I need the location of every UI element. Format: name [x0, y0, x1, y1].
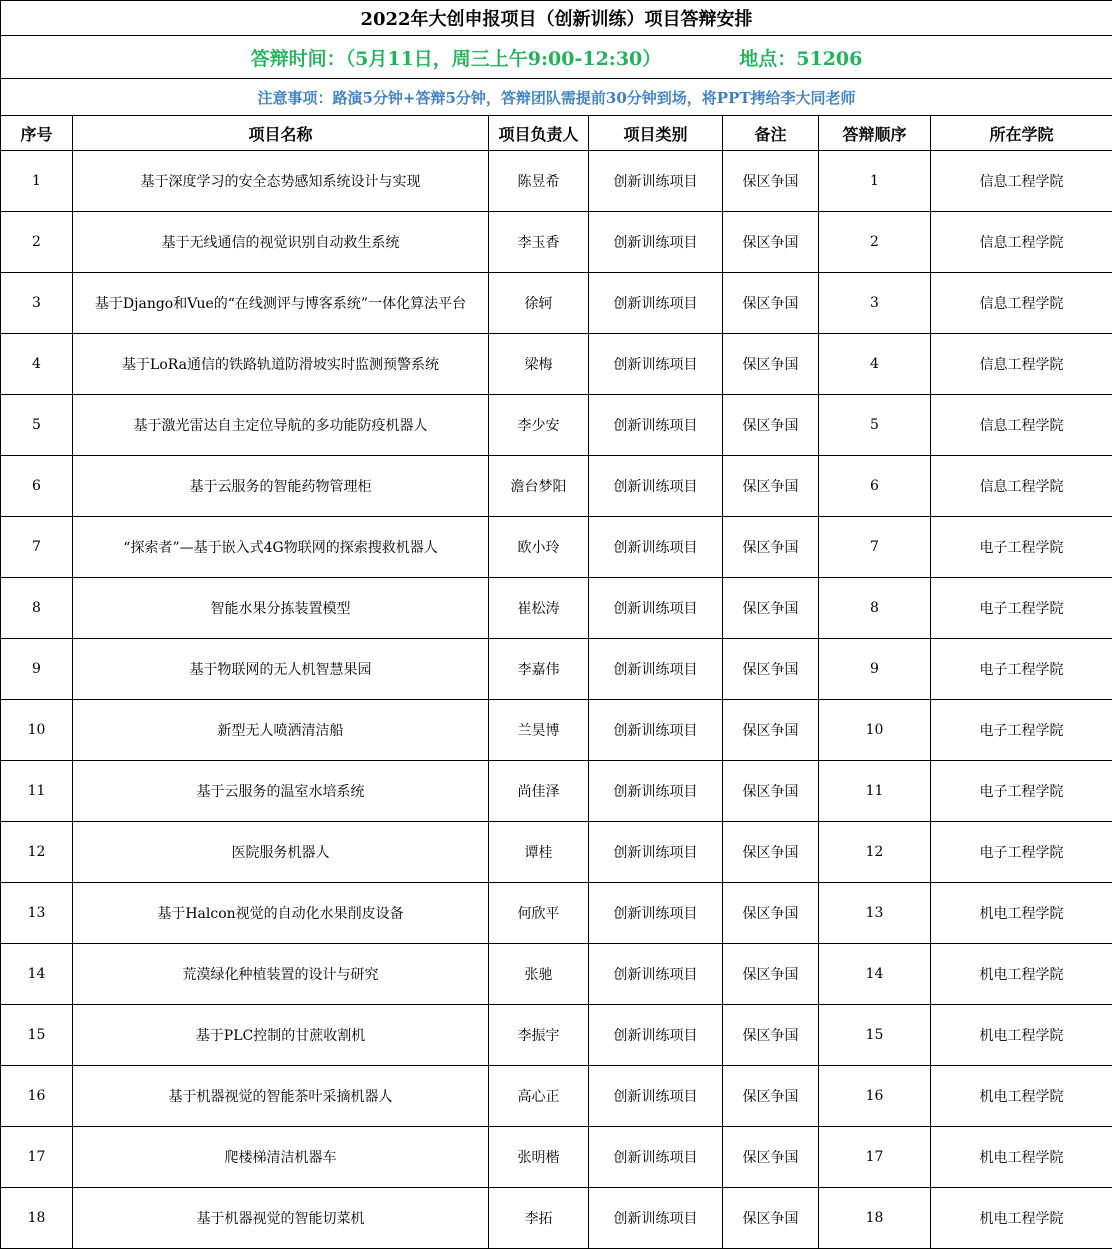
cell-no: 15	[1, 1005, 73, 1066]
defense-info	[1, 36, 1112, 79]
cell-no: 2	[1, 212, 73, 273]
table-row	[1, 883, 1112, 944]
cell-college: 机电工程学院	[931, 883, 1112, 944]
cell-remark: 保区争国	[723, 578, 819, 639]
note-row	[1, 79, 1112, 116]
cell-order: 18	[819, 1188, 931, 1249]
table-row	[1, 578, 1112, 639]
cell-leader: 徐轲	[489, 273, 589, 334]
cell-category: 创新训练项目	[589, 700, 723, 761]
cell-remark: 保区争国	[723, 944, 819, 1005]
cell-project-name: 基于Halcon视觉的自动化水果削皮设备	[73, 883, 489, 944]
table-row	[1, 212, 1112, 273]
cell-remark: 保区争国	[723, 456, 819, 517]
cell-order: 15	[819, 1005, 931, 1066]
defense-place: 地点：51206	[739, 48, 862, 70]
cell-project-name: 基于PLC控制的甘蔗收割机	[73, 1005, 489, 1066]
cell-project-name: 基于激光雷达自主定位导航的多功能防疫机器人	[73, 395, 489, 456]
cell-category: 创新训练项目	[589, 456, 723, 517]
cell-project-name: 医院服务机器人	[73, 822, 489, 883]
cell-no: 10	[1, 700, 73, 761]
cell-remark: 保区争国	[723, 273, 819, 334]
col-header-college: 所在学院	[931, 116, 1112, 151]
table-row	[1, 151, 1112, 212]
col-header-order: 答辩顺序	[819, 116, 931, 151]
notice-text: 注意事项：路演5分钟+答辩5分钟，答辩团队需提前30分钟到场，将PPT拷给李大同老师	[1, 79, 1112, 116]
cell-order: 13	[819, 883, 931, 944]
cell-category: 创新训练项目	[589, 1127, 723, 1188]
cell-no: 18	[1, 1188, 73, 1249]
cell-project-name: 荒漠绿化种植装置的设计与研究	[73, 944, 489, 1005]
cell-order: 17	[819, 1127, 931, 1188]
cell-project-name: 基于云服务的温室水培系统	[73, 761, 489, 822]
cell-no: 13	[1, 883, 73, 944]
header-row	[1, 116, 1112, 151]
cell-college: 信息工程学院	[931, 456, 1112, 517]
cell-remark: 保区争国	[723, 700, 819, 761]
cell-category: 创新训练项目	[589, 883, 723, 944]
cell-category: 创新训练项目	[589, 1188, 723, 1249]
cell-project-name: 基于Django和Vue的“在线测评与博客系统”一体化算法平台	[73, 273, 489, 334]
table-row	[1, 639, 1112, 700]
cell-no: 9	[1, 639, 73, 700]
cell-no: 14	[1, 944, 73, 1005]
cell-leader: 梁梅	[489, 334, 589, 395]
cell-order: 2	[819, 212, 931, 273]
cell-project-name: “探索者”—基于嵌入式4G物联网的探索搜救机器人	[73, 517, 489, 578]
cell-project-name: 基于LoRa通信的铁路轨道防滑坡实时监测预警系统	[73, 334, 489, 395]
cell-college: 机电工程学院	[931, 944, 1112, 1005]
col-header-no: 序号	[1, 116, 73, 151]
cell-order: 11	[819, 761, 931, 822]
cell-college: 电子工程学院	[931, 578, 1112, 639]
cell-leader: 高心正	[489, 1066, 589, 1127]
cell-category: 创新训练项目	[589, 639, 723, 700]
cell-no: 3	[1, 273, 73, 334]
col-header-name: 项目名称	[73, 116, 489, 151]
cell-project-name: 基于物联网的无人机智慧果园	[73, 639, 489, 700]
cell-remark: 保区争国	[723, 517, 819, 578]
cell-category: 创新训练项目	[589, 517, 723, 578]
table-row	[1, 761, 1112, 822]
cell-leader: 欧小玲	[489, 517, 589, 578]
cell-remark: 保区争国	[723, 151, 819, 212]
cell-leader: 张驰	[489, 944, 589, 1005]
cell-category: 创新训练项目	[589, 151, 723, 212]
cell-project-name: 新型无人喷洒清洁船	[73, 700, 489, 761]
cell-no: 8	[1, 578, 73, 639]
cell-remark: 保区争国	[723, 334, 819, 395]
cell-remark: 保区争国	[723, 639, 819, 700]
cell-college: 信息工程学院	[931, 151, 1112, 212]
cell-order: 14	[819, 944, 931, 1005]
cell-remark: 保区争国	[723, 212, 819, 273]
cell-category: 创新训练项目	[589, 944, 723, 1005]
cell-order: 10	[819, 700, 931, 761]
cell-category: 创新训练项目	[589, 334, 723, 395]
info-row	[1, 36, 1112, 79]
cell-college: 信息工程学院	[931, 273, 1112, 334]
col-header-remark: 备注	[723, 116, 819, 151]
cell-category: 创新训练项目	[589, 761, 723, 822]
sheet-title: 2022年大创申报项目（创新训练）项目答辩安排	[1, 1, 1112, 36]
table-row	[1, 1066, 1112, 1127]
cell-college: 机电工程学院	[931, 1005, 1112, 1066]
cell-leader: 崔松涛	[489, 578, 589, 639]
table-row	[1, 334, 1112, 395]
cell-college: 电子工程学院	[931, 822, 1112, 883]
cell-remark: 保区争国	[723, 395, 819, 456]
cell-category: 创新训练项目	[589, 273, 723, 334]
cell-leader: 李拓	[489, 1188, 589, 1249]
table-row	[1, 1127, 1112, 1188]
table-row	[1, 395, 1112, 456]
cell-leader: 张明楷	[489, 1127, 589, 1188]
cell-college: 信息工程学院	[931, 212, 1112, 273]
cell-remark: 保区争国	[723, 883, 819, 944]
defense-time: 答辩时间：（5月11日，周三上午9:00-12:30）	[251, 48, 662, 70]
table-row	[1, 456, 1112, 517]
cell-category: 创新训练项目	[589, 578, 723, 639]
cell-category: 创新训练项目	[589, 822, 723, 883]
cell-no: 4	[1, 334, 73, 395]
cell-order: 7	[819, 517, 931, 578]
cell-leader: 李少安	[489, 395, 589, 456]
cell-no: 7	[1, 517, 73, 578]
table-row	[1, 517, 1112, 578]
cell-no: 16	[1, 1066, 73, 1127]
cell-leader: 李玉香	[489, 212, 589, 273]
cell-no: 11	[1, 761, 73, 822]
table-row	[1, 1005, 1112, 1066]
cell-college: 电子工程学院	[931, 700, 1112, 761]
cell-order: 5	[819, 395, 931, 456]
cell-leader: 李振宇	[489, 1005, 589, 1066]
cell-leader: 李嘉伟	[489, 639, 589, 700]
cell-college: 机电工程学院	[931, 1066, 1112, 1127]
cell-leader: 何欣平	[489, 883, 589, 944]
cell-project-name: 基于深度学习的安全态势感知系统设计与实现	[73, 151, 489, 212]
cell-college: 信息工程学院	[931, 334, 1112, 395]
cell-project-name: 基于机器视觉的智能茶叶采摘机器人	[73, 1066, 489, 1127]
cell-college: 机电工程学院	[931, 1127, 1112, 1188]
cell-category: 创新训练项目	[589, 1005, 723, 1066]
cell-leader: 兰昊博	[489, 700, 589, 761]
cell-project-name: 基于无线通信的视觉识别自动救生系统	[73, 212, 489, 273]
cell-no: 1	[1, 151, 73, 212]
table-row	[1, 700, 1112, 761]
table-row	[1, 1188, 1112, 1249]
table-row	[1, 944, 1112, 1005]
col-header-leader: 项目负责人	[489, 116, 589, 151]
cell-college: 电子工程学院	[931, 517, 1112, 578]
cell-order: 6	[819, 456, 931, 517]
table-row	[1, 822, 1112, 883]
cell-leader: 澹台梦阳	[489, 456, 589, 517]
cell-order: 3	[819, 273, 931, 334]
cell-category: 创新训练项目	[589, 212, 723, 273]
cell-leader: 陈昱希	[489, 151, 589, 212]
cell-remark: 保区争国	[723, 1066, 819, 1127]
cell-project-name: 基于云服务的智能药物管理柜	[73, 456, 489, 517]
cell-leader: 尚佳泽	[489, 761, 589, 822]
cell-category: 创新训练项目	[589, 1066, 723, 1127]
col-header-category: 项目类别	[589, 116, 723, 151]
cell-order: 4	[819, 334, 931, 395]
cell-no: 6	[1, 456, 73, 517]
cell-no: 17	[1, 1127, 73, 1188]
cell-remark: 保区争国	[723, 761, 819, 822]
cell-college: 电子工程学院	[931, 761, 1112, 822]
cell-project-name: 智能水果分拣装置模型	[73, 578, 489, 639]
cell-no: 12	[1, 822, 73, 883]
cell-remark: 保区争国	[723, 1188, 819, 1249]
cell-no: 5	[1, 395, 73, 456]
cell-college: 信息工程学院	[931, 395, 1112, 456]
table-row	[1, 273, 1112, 334]
cell-college: 电子工程学院	[931, 639, 1112, 700]
cell-order: 12	[819, 822, 931, 883]
cell-order: 9	[819, 639, 931, 700]
cell-project-name: 基于机器视觉的智能切菜机	[73, 1188, 489, 1249]
cell-college: 机电工程学院	[931, 1188, 1112, 1249]
cell-order: 16	[819, 1066, 931, 1127]
cell-project-name: 爬楼梯清洁机器车	[73, 1127, 489, 1188]
title-row	[1, 1, 1112, 36]
cell-category: 创新训练项目	[589, 395, 723, 456]
cell-leader: 谭桂	[489, 822, 589, 883]
cell-remark: 保区争国	[723, 1127, 819, 1188]
cell-order: 1	[819, 151, 931, 212]
cell-remark: 保区争国	[723, 822, 819, 883]
cell-order: 8	[819, 578, 931, 639]
cell-remark: 保区争国	[723, 1005, 819, 1066]
